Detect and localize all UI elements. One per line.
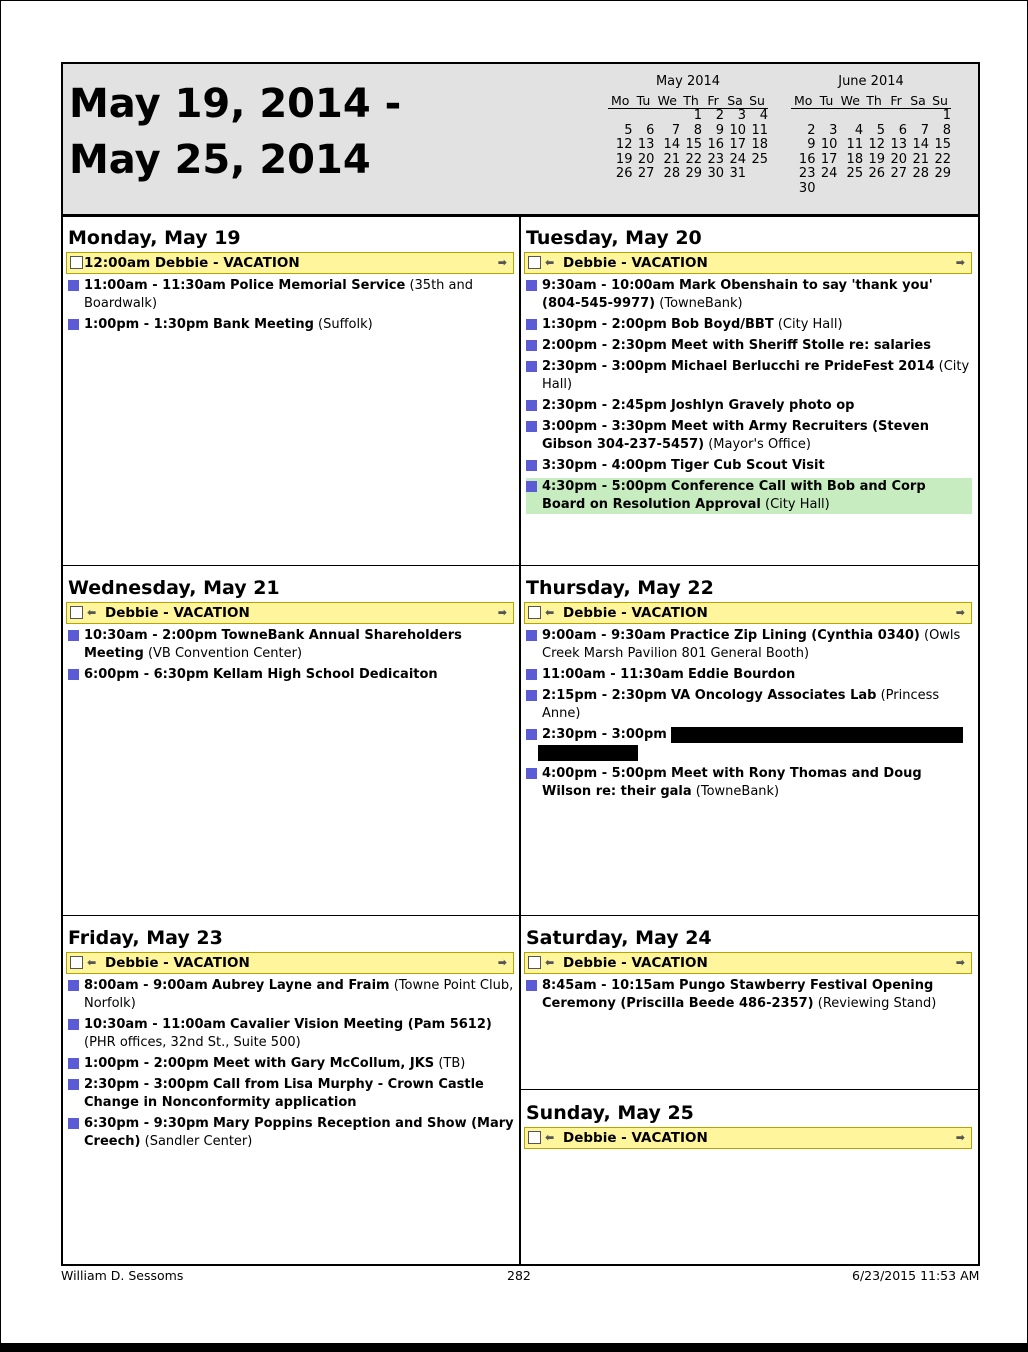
- event-checkbox[interactable]: [528, 956, 541, 969]
- calendar-date[interactable]: 10: [820, 137, 838, 152]
- event-title: Meet with Army Recruiters (Steven Gibson 304-237-5457): [542, 419, 930, 452]
- weekday-label: Fr: [707, 93, 719, 108]
- event-time: 2:15pm - 2:30pm: [542, 688, 667, 703]
- calendar-date[interactable]: 4: [759, 108, 768, 123]
- event-location: (TowneBank): [695, 784, 780, 799]
- calendar-event[interactable]: [526, 627, 972, 663]
- calendar-event[interactable]: [526, 397, 972, 415]
- calendar-event[interactable]: [68, 1115, 514, 1151]
- weekday-label: Mo: [611, 93, 630, 108]
- calendar-event[interactable]: [68, 277, 514, 313]
- continue-right-icon: ➡: [955, 606, 965, 619]
- calendar-date[interactable]: 11: [846, 137, 864, 152]
- calendar-date[interactable]: 6: [898, 122, 908, 138]
- event-title: Tiger Cub Scout Visit: [670, 458, 825, 473]
- event-category-marker: [68, 1118, 79, 1129]
- calendar-date[interactable]: 11: [751, 122, 768, 138]
- day-cell-saturday[interactable]: [520, 918, 976, 1013]
- event-time: 2:30pm - 3:00pm: [84, 1077, 209, 1092]
- day-title: Wednesday, May 21: [68, 577, 280, 599]
- all-day-event[interactable]: [66, 252, 514, 274]
- continue-right-icon: ➡: [955, 256, 965, 269]
- day-cell-wednesday[interactable]: [62, 568, 518, 684]
- event-location: (Sandler Center): [144, 1134, 253, 1149]
- continue-right-icon: ➡: [497, 956, 507, 969]
- event-time: 4:30pm - 5:00pm: [542, 479, 667, 494]
- week-header: [61, 62, 980, 217]
- all-day-event-label: Debbie - VACATION: [563, 255, 708, 271]
- calendar-date: [907, 109, 929, 124]
- footer-owner: William D. Sessoms: [61, 1268, 184, 1283]
- all-day-event-label: Debbie - VACATION: [563, 1130, 708, 1146]
- event-category-marker: [526, 768, 537, 779]
- mini-calendar-title: May 2014: [655, 74, 721, 89]
- calendar-date: [885, 109, 907, 124]
- calendar-date[interactable]: 2: [715, 108, 725, 123]
- event-category-marker: [526, 319, 537, 330]
- event-category-marker: [526, 669, 537, 680]
- calendar-date[interactable]: 27: [637, 166, 655, 181]
- calendar-date[interactable]: 13: [890, 137, 908, 152]
- calendar-date[interactable]: 4: [854, 122, 864, 138]
- calendar-date[interactable]: 21: [912, 151, 929, 167]
- row-divider: [61, 565, 978, 566]
- calendar-date[interactable]: 21: [663, 151, 681, 167]
- calendar-date: [654, 109, 680, 124]
- event-title: Joshlyn Gravely photo op: [670, 398, 855, 413]
- calendar-date: [815, 182, 837, 197]
- calendar-event[interactable]: [526, 726, 972, 762]
- week-range-title: [69, 76, 401, 188]
- bottom-bar: [0, 1343, 1028, 1352]
- calendar-date[interactable]: 19: [868, 151, 886, 167]
- day-title: Thursday, May 22: [526, 577, 714, 599]
- event-category-marker: [526, 421, 537, 432]
- day-title: Saturday, May 24: [526, 927, 712, 949]
- event-time: 6:00pm - 6:30pm: [84, 667, 209, 682]
- calendar-date[interactable]: 10: [729, 122, 746, 138]
- event-location: (TowneBank): [659, 296, 743, 311]
- event-location: (PHR offices, 32nd St., Suite 500): [84, 1035, 301, 1050]
- event-time: 10:30am - 2:00pm: [84, 628, 218, 643]
- calendar-date[interactable]: 18: [846, 151, 864, 167]
- event-title: Eddie Bourdon: [688, 667, 796, 682]
- continue-left-icon: ⬅: [545, 606, 555, 619]
- calendar-event[interactable]: [526, 358, 972, 394]
- event-time: 3:30pm - 4:00pm: [542, 458, 667, 473]
- calendar-date[interactable]: 26: [868, 166, 886, 181]
- calendar-date: [746, 167, 768, 182]
- weekday-label: Sa: [727, 93, 743, 108]
- all-day-event[interactable]: [66, 952, 514, 974]
- calendar-date[interactable]: 29: [934, 166, 951, 181]
- event-category-marker: [526, 280, 537, 291]
- calendar-date[interactable]: 9: [715, 122, 725, 138]
- calendar-date[interactable]: 25: [846, 166, 864, 181]
- event-title: Cavalier Vision Meeting (Pam 5612): [230, 1017, 492, 1032]
- calendar-date[interactable]: 22: [685, 151, 703, 167]
- event-time: 2:30pm - 2:45pm: [542, 398, 667, 413]
- event-category-marker: [68, 1079, 79, 1090]
- calendar-date[interactable]: 29: [685, 166, 703, 181]
- weekday-label: Su: [749, 93, 765, 108]
- calendar-date[interactable]: 20: [890, 151, 908, 167]
- event-category-marker: [526, 400, 537, 411]
- event-category-marker: [526, 630, 537, 641]
- event-category-marker: [526, 980, 537, 991]
- calendar-event[interactable]: [526, 765, 972, 801]
- calendar-date[interactable]: 5: [876, 122, 886, 138]
- event-location: (Owls Creek Marsh Pavilion 801 General Booth): [542, 628, 961, 661]
- calendar-date[interactable]: 14: [663, 137, 681, 152]
- calendar-date[interactable]: 24: [729, 151, 746, 167]
- all-day-event-label: 12:00am Debbie - VACATION: [84, 255, 300, 271]
- all-day-event[interactable]: [524, 252, 972, 274]
- event-category-marker: [68, 280, 79, 291]
- day-cell-friday[interactable]: [62, 918, 518, 1151]
- calendar-date: [791, 109, 815, 124]
- weekday-label: We: [657, 93, 677, 108]
- calendar-date[interactable]: 2: [807, 122, 816, 138]
- event-time: 11:00am - 11:30am: [542, 667, 684, 682]
- calendar-date[interactable]: 19: [615, 151, 633, 167]
- calendar-event[interactable]: [68, 627, 514, 663]
- calendar-event[interactable]: [68, 977, 514, 1013]
- event-title: Mark Obenshain to say 'thank you' (804-545-9977): [542, 278, 933, 311]
- mini-calendar-grid: [608, 93, 768, 182]
- range-start: May 19, 2014 -: [69, 81, 402, 127]
- event-category-marker: [68, 1058, 79, 1069]
- calendar-date[interactable]: 8: [942, 122, 951, 138]
- event-checkbox[interactable]: [528, 1131, 541, 1144]
- calendar-date[interactable]: 20: [637, 151, 655, 167]
- event-title: Conference Call with Bob and Corp Board on Resolution Approval: [542, 479, 926, 512]
- all-day-event-label: Debbie - VACATION: [563, 955, 708, 971]
- event-location: (TB): [438, 1056, 466, 1071]
- event-time: 8:45am - 10:15am: [542, 978, 675, 993]
- calendar-date[interactable]: 30: [798, 180, 816, 196]
- day-cell-monday[interactable]: [62, 218, 518, 334]
- footer-printed-time: 6/23/2015 11:53 AM: [852, 1268, 980, 1283]
- continue-left-icon: ⬅: [545, 1131, 555, 1144]
- event-title: Meet with Sheriff Stolle re: salaries: [670, 338, 931, 353]
- event-category-marker: [68, 319, 79, 330]
- calendar-date[interactable]: 17: [820, 151, 838, 167]
- event-time: 2:30pm - 3:00pm: [542, 727, 667, 742]
- event-location: (City Hall): [765, 497, 830, 512]
- weekday-label: Su: [932, 93, 948, 108]
- event-title: Meet with Rony Thomas and Doug Wilson re: their gala: [542, 766, 922, 799]
- event-category-marker: [526, 340, 537, 351]
- calendar-event[interactable]: [68, 666, 514, 684]
- mini-calendar-may[interactable]: [608, 74, 768, 182]
- event-time: 2:00pm - 2:30pm: [542, 338, 667, 353]
- event-title: Michael Berlucchi re PrideFest 2014: [670, 359, 935, 374]
- event-checkbox[interactable]: [70, 606, 83, 619]
- calendar-date[interactable]: 12: [868, 137, 886, 152]
- event-location: (Suffolk): [318, 317, 373, 332]
- calendar-date[interactable]: 27: [890, 166, 908, 181]
- calendar-event[interactable]: [526, 277, 972, 313]
- all-day-event-label: Debbie - VACATION: [105, 955, 250, 971]
- calendar-date[interactable]: 7: [920, 122, 929, 138]
- calendar-date[interactable]: 28: [663, 166, 681, 181]
- all-day-event-label: Debbie - VACATION: [105, 605, 250, 621]
- calendar-date[interactable]: 12: [615, 137, 633, 152]
- calendar-date: [929, 182, 951, 197]
- calendar-date[interactable]: 30: [707, 166, 725, 181]
- event-title: Aubrey Layne and Fraim: [211, 978, 390, 993]
- day-cell-thursday[interactable]: [520, 568, 976, 801]
- redacted-block: [538, 745, 638, 761]
- event-time: 6:30pm - 9:30pm: [84, 1116, 209, 1131]
- calendar-event[interactable]: [68, 316, 514, 334]
- event-category-marker: [526, 460, 537, 471]
- mini-calendar-grid: [791, 93, 951, 196]
- continue-right-icon: ➡: [497, 606, 507, 619]
- row-divider: [61, 915, 978, 916]
- event-location: (Mayor's Office): [708, 437, 811, 452]
- calendar-date: [815, 109, 837, 124]
- event-title: Kellam High School Dedicaiton: [212, 667, 438, 682]
- event-time: 1:00pm - 1:30pm: [84, 317, 209, 332]
- calendar-date[interactable]: 14: [912, 137, 929, 152]
- calendar-date[interactable]: 24: [820, 166, 838, 181]
- calendar-date: [907, 182, 929, 197]
- calendar-date[interactable]: 5: [624, 122, 633, 138]
- event-location: (Towne Point Club, Norfolk): [84, 978, 514, 1011]
- event-checkbox[interactable]: [70, 256, 83, 269]
- all-day-event[interactable]: [66, 602, 514, 624]
- calendar-event[interactable]: [68, 1055, 514, 1073]
- calendar-date[interactable]: 15: [685, 137, 703, 152]
- redacted-block: [671, 727, 963, 743]
- calendar-date[interactable]: 3: [737, 108, 746, 123]
- calendar-event[interactable]: [526, 687, 972, 723]
- continue-right-icon: ➡: [955, 1131, 965, 1144]
- weekday-label: Tu: [819, 93, 834, 108]
- calendar-date: [837, 182, 863, 197]
- calendar-date[interactable]: 15: [934, 137, 951, 152]
- calendar-event[interactable]: [526, 666, 972, 684]
- event-category-marker: [526, 690, 537, 701]
- event-time: 9:30am - 10:00am: [542, 278, 675, 293]
- event-time: 3:00pm - 3:30pm: [542, 419, 667, 434]
- calendar-date[interactable]: 16: [707, 137, 725, 152]
- calendar-event[interactable]: [526, 337, 972, 355]
- event-category-marker: [526, 729, 537, 740]
- calendar-date[interactable]: 16: [798, 151, 816, 167]
- event-category-marker: [526, 481, 537, 492]
- calendar-date: [885, 182, 907, 197]
- event-title: Mary Poppins Reception and Show (Mary Creech): [84, 1116, 514, 1149]
- calendar-event[interactable]: [68, 1016, 514, 1052]
- day-cell-tuesday[interactable]: [520, 218, 976, 514]
- event-category-marker: [68, 669, 79, 680]
- continue-left-icon: ⬅: [545, 956, 555, 969]
- row-divider: [521, 1089, 978, 1090]
- calendar-event[interactable]: [526, 457, 972, 475]
- all-day-event[interactable]: [524, 602, 972, 624]
- event-category-marker: [68, 1019, 79, 1030]
- weekday-label: Mo: [794, 93, 813, 108]
- event-checkbox[interactable]: [70, 956, 83, 969]
- event-title: TowneBank Annual Shareholders Meeting: [84, 628, 462, 661]
- day-title: Friday, May 23: [68, 927, 223, 949]
- calendar-date[interactable]: 13: [637, 137, 655, 152]
- weekday-label: Th: [683, 93, 699, 108]
- event-time: 1:30pm - 2:00pm: [542, 317, 667, 332]
- weekday-label: Tu: [636, 93, 651, 108]
- event-location: (Reviewing Stand): [817, 996, 937, 1011]
- calendar-date: [863, 182, 885, 197]
- calendar-date: [863, 109, 885, 124]
- calendar-date: [608, 109, 632, 124]
- event-time: 11:00am - 11:30am: [84, 278, 226, 293]
- event-title: Bank Meeting: [212, 317, 314, 332]
- event-title: Meet with Gary McCollum, JKS: [212, 1056, 435, 1071]
- calendar-date[interactable]: 25: [751, 151, 768, 167]
- calendar-event[interactable]: [526, 977, 972, 1013]
- day-title: Monday, May 19: [68, 227, 241, 249]
- event-location: (Princess Anne): [542, 688, 940, 721]
- calendar-date[interactable]: 6: [646, 122, 655, 138]
- event-title: Bob Boyd/BBT: [670, 317, 774, 332]
- event-time: 2:30pm - 3:00pm: [542, 359, 667, 374]
- calendar-event[interactable]: [68, 1076, 514, 1112]
- event-title: Call from Lisa Murphy - Crown Castle Change in Nonconformity application: [84, 1077, 484, 1110]
- event-title: Pungo Stawberry Festival Opening Ceremony (Priscilla Beede 486-2357): [542, 978, 934, 1011]
- event-time: 8:00am - 9:00am: [84, 978, 208, 993]
- event-location: (VB Convention Center): [147, 646, 303, 661]
- calendar-date[interactable]: 28: [912, 166, 929, 181]
- day-title: Sunday, May 25: [526, 1102, 694, 1124]
- day-title: Tuesday, May 20: [526, 227, 702, 249]
- continue-left-icon: ⬅: [545, 256, 555, 269]
- all-day-event[interactable]: [524, 1127, 972, 1149]
- event-category-marker: [68, 980, 79, 991]
- event-title: Police Memorial Service: [230, 278, 406, 293]
- continue-right-icon: ➡: [497, 256, 507, 269]
- event-location: (City Hall): [777, 317, 843, 332]
- continue-left-icon: ⬅: [87, 606, 97, 619]
- event-title: Practice Zip Lining (Cynthia 0340): [669, 628, 920, 643]
- calendar-date[interactable]: 26: [615, 166, 633, 181]
- event-time: 1:00pm - 2:00pm: [84, 1056, 209, 1071]
- weekday-label: Th: [866, 93, 882, 108]
- calendar-date: [837, 109, 863, 124]
- weekday-label: Sa: [910, 93, 926, 108]
- event-category-marker: [68, 630, 79, 641]
- calendar-date[interactable]: 23: [798, 166, 816, 181]
- event-time: 9:00am - 9:30am: [542, 628, 666, 643]
- event-title: VA Oncology Associates Lab: [670, 688, 877, 703]
- event-time: 4:00pm - 5:00pm: [542, 766, 667, 781]
- footer-page-number: 282: [507, 1268, 531, 1283]
- calendar-date[interactable]: 31: [729, 166, 746, 181]
- range-end: May 25, 2014: [69, 137, 371, 183]
- all-day-event[interactable]: [524, 952, 972, 974]
- calendar-date[interactable]: 17: [729, 137, 746, 152]
- weekday-label: We: [840, 93, 860, 108]
- day-cell-sunday[interactable]: [520, 1093, 976, 1149]
- calendar-date[interactable]: 23: [707, 151, 725, 167]
- all-day-event-label: Debbie - VACATION: [563, 605, 708, 621]
- calendar-date[interactable]: 8: [693, 122, 703, 138]
- calendar-date[interactable]: 1: [942, 108, 951, 123]
- event-time: 10:30am - 11:00am: [84, 1017, 226, 1032]
- event-location: (City Hall): [542, 359, 970, 392]
- calendar-event[interactable]: [526, 316, 972, 334]
- event-location: (35th and Boardwalk): [84, 278, 474, 311]
- calendar-date[interactable]: 18: [751, 137, 768, 152]
- calendar-date[interactable]: 9: [807, 137, 816, 152]
- calendar-date[interactable]: 3: [829, 122, 838, 138]
- calendar-event[interactable]: [526, 478, 972, 514]
- event-category-marker: [526, 361, 537, 372]
- calendar-date[interactable]: 7: [671, 122, 681, 138]
- event-checkbox[interactable]: [528, 256, 541, 269]
- calendar-event[interactable]: [526, 418, 972, 454]
- continue-left-icon: ⬅: [87, 956, 97, 969]
- mini-calendar-june[interactable]: [791, 74, 951, 196]
- continue-right-icon: ➡: [955, 956, 965, 969]
- mini-calendar-title: June 2014: [838, 74, 904, 89]
- event-checkbox[interactable]: [528, 606, 541, 619]
- calendar-date: [632, 109, 654, 124]
- calendar-date[interactable]: 1: [693, 108, 703, 123]
- weekday-label: Fr: [890, 93, 902, 108]
- calendar-date[interactable]: 22: [934, 151, 951, 167]
